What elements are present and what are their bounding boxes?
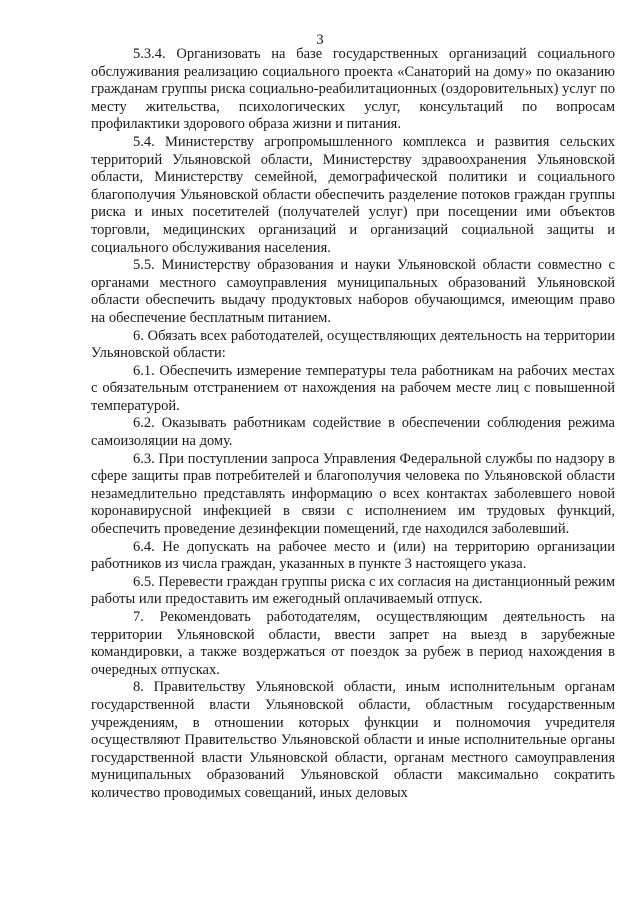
paragraph-5-4: 5.4. Министерству агропромышленного комплекса и развития сельских территорий Ульяновской области, Министерству здравоохранения Ульяновской области, Министерству семейной, демографической политики и социального благополучия Ульяновской области обеспечить разделение потоков граждан группы риска и иных посетителей (получателей услуг) при посещении ими объектов торговли, медицинских организаций и организаций социальной защиты и социального обслуживания населения.	[91, 133, 615, 256]
paragraph-6-4: 6.4. Не допускать на рабочее место и (или) на территорию организации работников из числа граждан, указанных в пункте 3 настоящего указа.	[91, 538, 615, 573]
paragraph-8: 8. Правительству Ульяновской области, иным исполнительным органам государственной власти Ульяновской области, областным государственным учреждениям, в отношении которых функции и полномочия учредителя осуществляют Правительство Ульяновской области и иные исполнительные органы государственной власти Ульяновской области, органам местного самоуправления муниципальных образований Ульяновской области максимально сократить количество проводимых совещаний, иных деловых	[91, 679, 615, 801]
page-number: 3	[316, 32, 324, 48]
paragraph-6-3: 6.3. При поступлении запроса Управления Федеральной службы по надзору в сфере защиты прав потребителей и благополучия человека по Ульяновской области незамедлительно представлять информацию о всех контактах заболевшего новой коронавирусной инфекцией в связи с исполнением им трудовых функций, обеспечить проведение дезинфекции помещений, где находился заболевший.	[91, 450, 615, 538]
paragraph-6: 6. Обязать всех работодателей, осуществляющих деятельность на территории Ульяновской области:	[91, 327, 615, 362]
paragraph-7: 7. Рекомендовать работодателям, осуществляющим деятельность на территории Ульяновской области, ввести запрет на выезд в зарубежные командировки, а также воздержаться от поездок за рубеж в период нахождения в очередных отпусках.	[91, 609, 615, 678]
paragraph-5-3-4: 5.3.4. Организовать на базе государственных организаций социального обслуживания реализацию социального проекта «Санаторий на дому» по оказанию гражданам группы риска социально-реабилитационных (оздоровительных) услуг по месту жительства, психологических услуг, консультаций по вопросам профилактики здорового образа жизни и питания.	[91, 46, 615, 133]
paragraph-6-1: 6.1. Обеспечить измерение температуры тела работникам на рабочих местах с обязательным отстранением от нахождения на рабочем месте лиц с повышенной температурой.	[91, 362, 615, 414]
paragraph-6-2: 6.2. Оказывать работникам содействие в обеспечении соблюдения режима самоизоляции на дому.	[91, 415, 615, 450]
document-body	[91, 46, 615, 803]
paragraph-5-5: 5.5. Министерству образования и науки Ульяновской области совместно с органами местного самоуправления муниципальных образований Ульяновской области обеспечить выдачу продуктовых наборов обучающимся, имеющим право на обеспечение бесплатным питанием.	[91, 257, 615, 326]
paragraph-6-5: 6.5. Перевести граждан группы риска с их согласия на дистанционный режим работы или предоставить им ежегодный оплачиваемый отпуск.	[91, 573, 615, 608]
